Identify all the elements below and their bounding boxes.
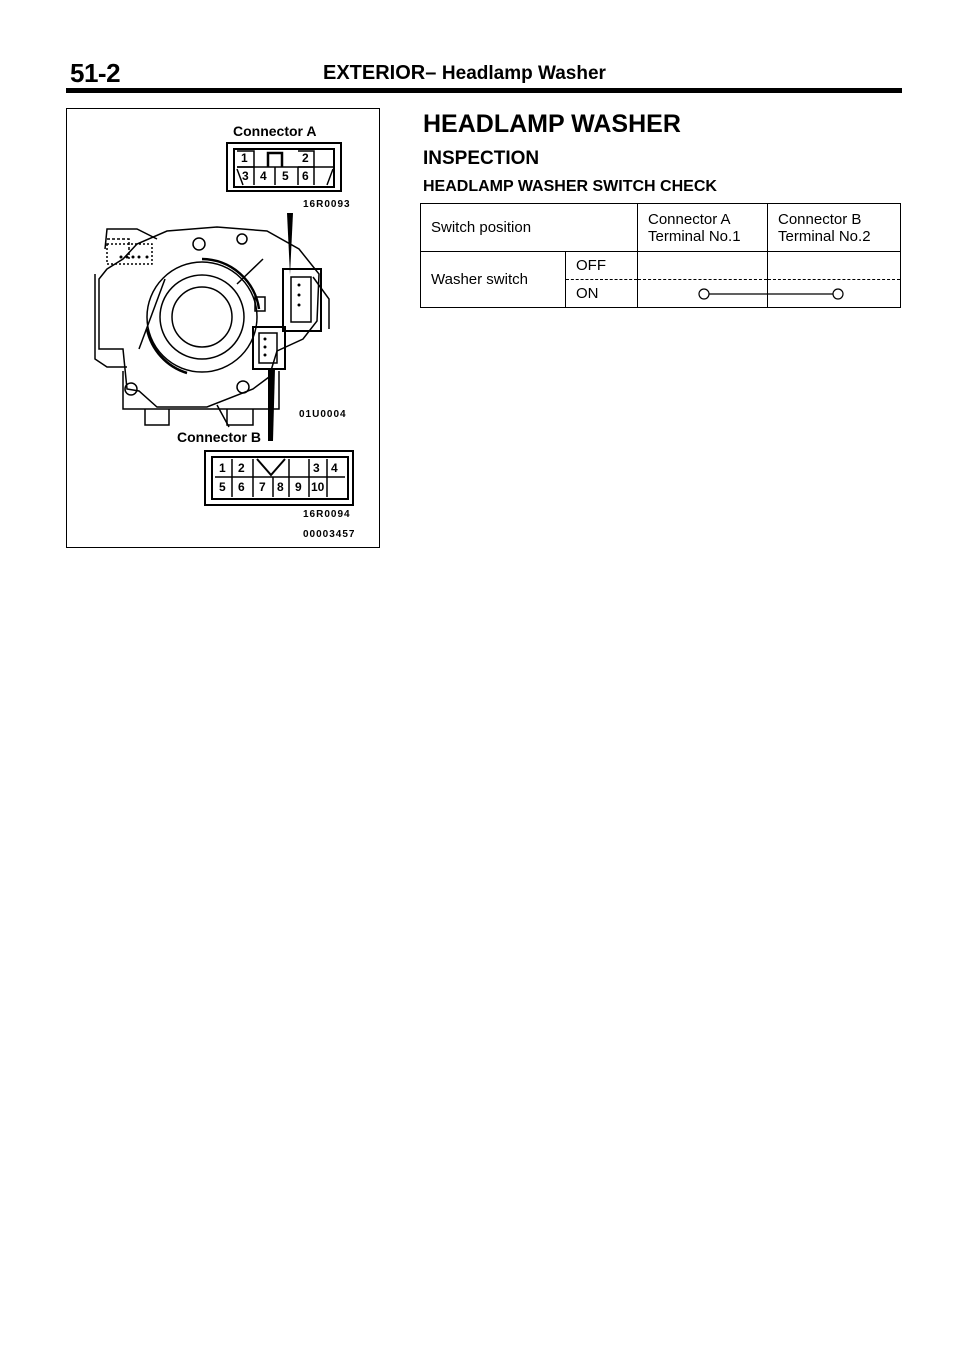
table-header-row: [421, 204, 901, 252]
connector-b-pin: 1: [219, 461, 226, 475]
connector-b-label: Connector B: [177, 429, 261, 445]
header-connector-a: [638, 204, 768, 252]
connector-a-label: Connector A: [233, 123, 317, 139]
assembly-code: 01U0004: [299, 409, 347, 420]
cell-off-terminal-2: [768, 252, 901, 280]
cell-on-terminal-1: [638, 280, 768, 308]
connector-b-code: 16R0094: [303, 509, 351, 520]
figure-code: 00003457: [303, 529, 356, 540]
header-connector-a-line1: Connector A: [648, 210, 731, 228]
page-number: 51-2: [70, 58, 121, 88]
continuity-end: [768, 286, 901, 302]
header-connector-a-line2: Terminal No.1: [648, 227, 741, 245]
connector-a-pin: 6: [302, 169, 309, 183]
header-switch-position: Switch position: [421, 204, 638, 252]
state-off: OFF: [566, 252, 638, 280]
subsection-label: Headlamp Washer: [441, 63, 606, 84]
switch-check-table: [420, 203, 901, 308]
header-connector-b-line1: Connector B: [778, 210, 862, 228]
header-connector-b-line2: Terminal No.2: [778, 227, 871, 245]
connector-b-pin: 5: [219, 480, 226, 494]
connector-b-pin: 3: [313, 461, 320, 475]
state-on: ON: [566, 280, 638, 308]
connector-b-pin: 9: [295, 480, 302, 494]
page-heading: HEADLAMP WASHER: [423, 110, 681, 138]
row-label-washer-switch: Washer switch: [421, 252, 566, 308]
pointer-b: [268, 369, 275, 441]
connector-b-pin: 4: [331, 461, 338, 475]
continuity-start: [638, 286, 768, 302]
connector-b-diagram: [205, 451, 353, 505]
clock-spring-body: [95, 227, 329, 427]
header-connector-b: [768, 204, 901, 252]
connector-a-pin: 1: [241, 151, 248, 165]
connector-b-pin: 7: [259, 480, 266, 494]
check-heading: HEADLAMP WASHER SWITCH CHECK: [423, 178, 717, 195]
cell-off-terminal-1: [638, 252, 768, 280]
header-rule: [66, 88, 902, 93]
cell-on-terminal-2: [768, 280, 901, 308]
inspection-heading: INSPECTION: [423, 148, 540, 169]
connector-a-pin: 4: [260, 169, 267, 183]
connector-a-pin: 5: [282, 169, 289, 183]
connector-dots: [120, 256, 301, 357]
table-row: [421, 252, 901, 280]
connector-b-pin: 6: [238, 480, 245, 494]
figure-panel: [66, 108, 380, 548]
section-title: [323, 62, 606, 85]
connector-b-pin: 2: [238, 461, 245, 475]
connector-a-pin: 2: [302, 151, 309, 165]
connector-b-pin: 8: [277, 480, 284, 494]
connector-a-pin: 3: [242, 169, 249, 183]
connector-a-code: 16R0093: [303, 199, 351, 210]
section-label: EXTERIOR–: [323, 62, 437, 84]
connector-b-pin: 10: [311, 480, 325, 494]
